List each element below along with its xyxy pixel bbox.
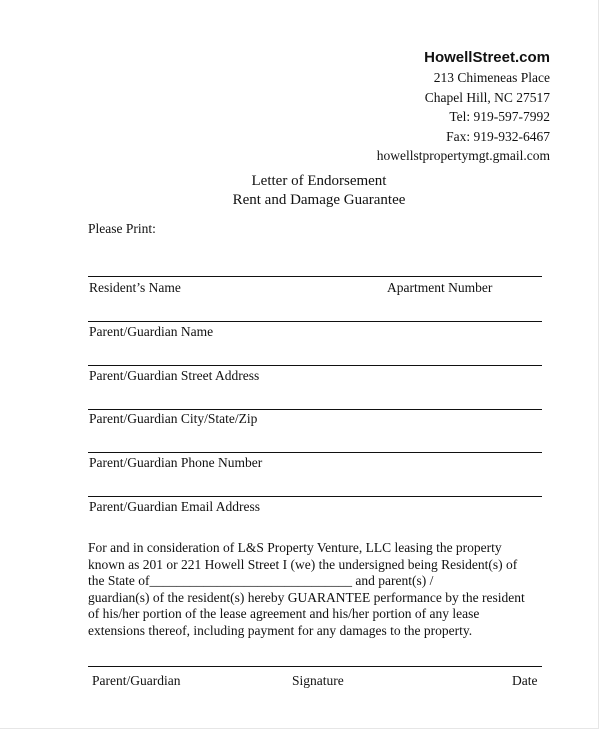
guardian-name-field[interactable] (88, 321, 542, 322)
document-title (0, 172, 600, 210)
title-line-1: Letter of Endorsement (251, 173, 387, 189)
date-label: Date (512, 673, 538, 688)
signature-label: Signature (292, 673, 344, 688)
paragraph-line-2: known as 201 or 221 Howell Street I (we) the undersigned being Resident(s) of (88, 556, 518, 572)
guardian-phone-field[interactable] (88, 452, 542, 453)
paragraph-line-1: For and in consideration of L&S Property Venture, LLC leasing the property (88, 540, 502, 555)
address-line-1: 213 Chimeneas Place (433, 70, 550, 85)
resident-name-label: Resident’s Name (89, 280, 181, 295)
paragraph-line-6: extensions thereof, including payment for any damages to the property. (88, 622, 473, 638)
apartment-number-label: Apartment Number (387, 280, 493, 295)
please-print-label: Please Print: (88, 221, 156, 236)
guardian-street-field[interactable] (88, 365, 542, 366)
signature-field[interactable] (88, 666, 542, 667)
title-line-2: Rent and Damage Guarantee (232, 192, 406, 208)
fax-number: Fax: 919-932-6467 (446, 128, 550, 144)
guardian-city-field[interactable] (88, 409, 542, 410)
address-line-2: Chapel Hill, NC 27517 (424, 89, 550, 105)
guardian-name-label: Parent/Guardian Name (89, 324, 214, 339)
email-address: howellstpropertymgt.gmail.com (376, 148, 550, 163)
guardian-city-label: Parent/Guardian City/State/Zip (89, 411, 258, 426)
guardian-street-label: Parent/Guardian Street Address (89, 368, 260, 383)
guardian-email-field[interactable] (88, 496, 542, 497)
guardian-phone-label: Parent/Guardian Phone Number (89, 455, 263, 470)
phone-number: Tel: 919-597-7992 (449, 109, 550, 124)
signature-guardian-label: Parent/Guardian (92, 673, 181, 688)
letterhead (377, 48, 550, 166)
company-name: HowellStreet.com (424, 49, 550, 66)
paragraph-line-3[interactable]: the State of______________________________ and parent(s) / (88, 573, 434, 588)
guardian-email-label: Parent/Guardian Email Address (89, 499, 260, 514)
paragraph-line-5: of his/her portion of the lease agreement and his/her portion of any lease (88, 606, 480, 621)
guarantee-paragraph (88, 540, 558, 639)
paragraph-line-4: guardian(s) of the resident(s) hereby GUARANTEE performance by the resident (88, 589, 525, 605)
resident-name-field[interactable] (88, 276, 542, 277)
